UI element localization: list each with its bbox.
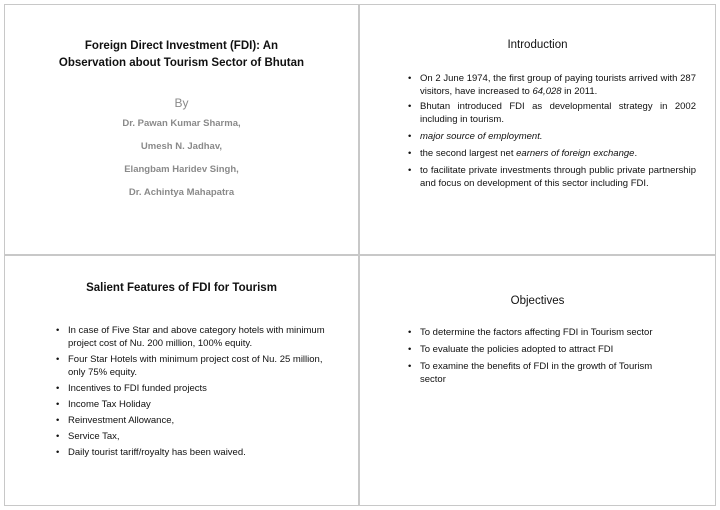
slide-introduction	[359, 4, 716, 255]
author: Dr. Pawan Kumar Sharma,	[122, 118, 241, 129]
list-item: • Income Tax Holiday	[56, 398, 326, 411]
author: Elangbam Haridev Singh,	[124, 164, 239, 175]
paper-title	[5, 38, 358, 72]
slide-salient-features	[4, 255, 359, 506]
list-item: • to facilitate private investments through public private partnership and focus on development of this sector including FDI.	[408, 164, 696, 190]
list-item: • Service Tax,	[56, 430, 326, 443]
author: Dr. Achintya Mahapatra	[128, 187, 235, 198]
list-item: • major source of employment.	[408, 130, 696, 143]
list-item: • To determine the factors affecting FDI in Tourism sector	[408, 326, 668, 339]
list-item: • In case of Five Star and above category hotels with minimum project cost of Nu. 200 million, 100% equity.	[56, 324, 326, 350]
list-item: • Incentives to FDI funded projects	[56, 382, 326, 395]
intro-bullet-list	[408, 72, 696, 190]
by-label: By	[174, 96, 189, 110]
list-item: • Four Star Hotels with minimum project cost of Nu. 25 million, only 75% equity.	[56, 353, 326, 379]
features-bullet-list	[56, 324, 326, 459]
list-item: • Reinvestment Allowance,	[56, 414, 326, 427]
paper-title-line-2: Observation about Tourism Sector of Bhutan	[58, 57, 305, 69]
slide-heading: Objectives	[510, 295, 565, 307]
author: Umesh N. Jadhav,	[140, 141, 223, 152]
slide-heading: Introduction	[507, 39, 568, 51]
slide-title	[4, 4, 359, 255]
objectives-bullet-list	[408, 326, 668, 386]
slide-objectives	[359, 255, 716, 506]
list-item: • On 2 June 1974, the first group of paying tourists arrived with 287 visitors, have increased to 64,028 in 2011.	[408, 72, 696, 98]
list-item: • To examine the benefits of FDI in the growth of Tourism sector	[408, 360, 668, 386]
paper-title-line-1: Foreign Direct Investment (FDI): An	[84, 40, 279, 52]
list-item: • Daily tourist tariff/royalty has been waived.	[56, 446, 326, 459]
slide-heading: Salient Features of FDI for Tourism	[86, 282, 277, 294]
list-item: • the second largest net earners of foreign exchange.	[408, 147, 696, 160]
list-item: • To evaluate the policies adopted to attract FDI	[408, 343, 668, 356]
list-item: • Bhutan introduced FDI as developmental strategy in 2002 including in tourism.	[408, 100, 696, 126]
